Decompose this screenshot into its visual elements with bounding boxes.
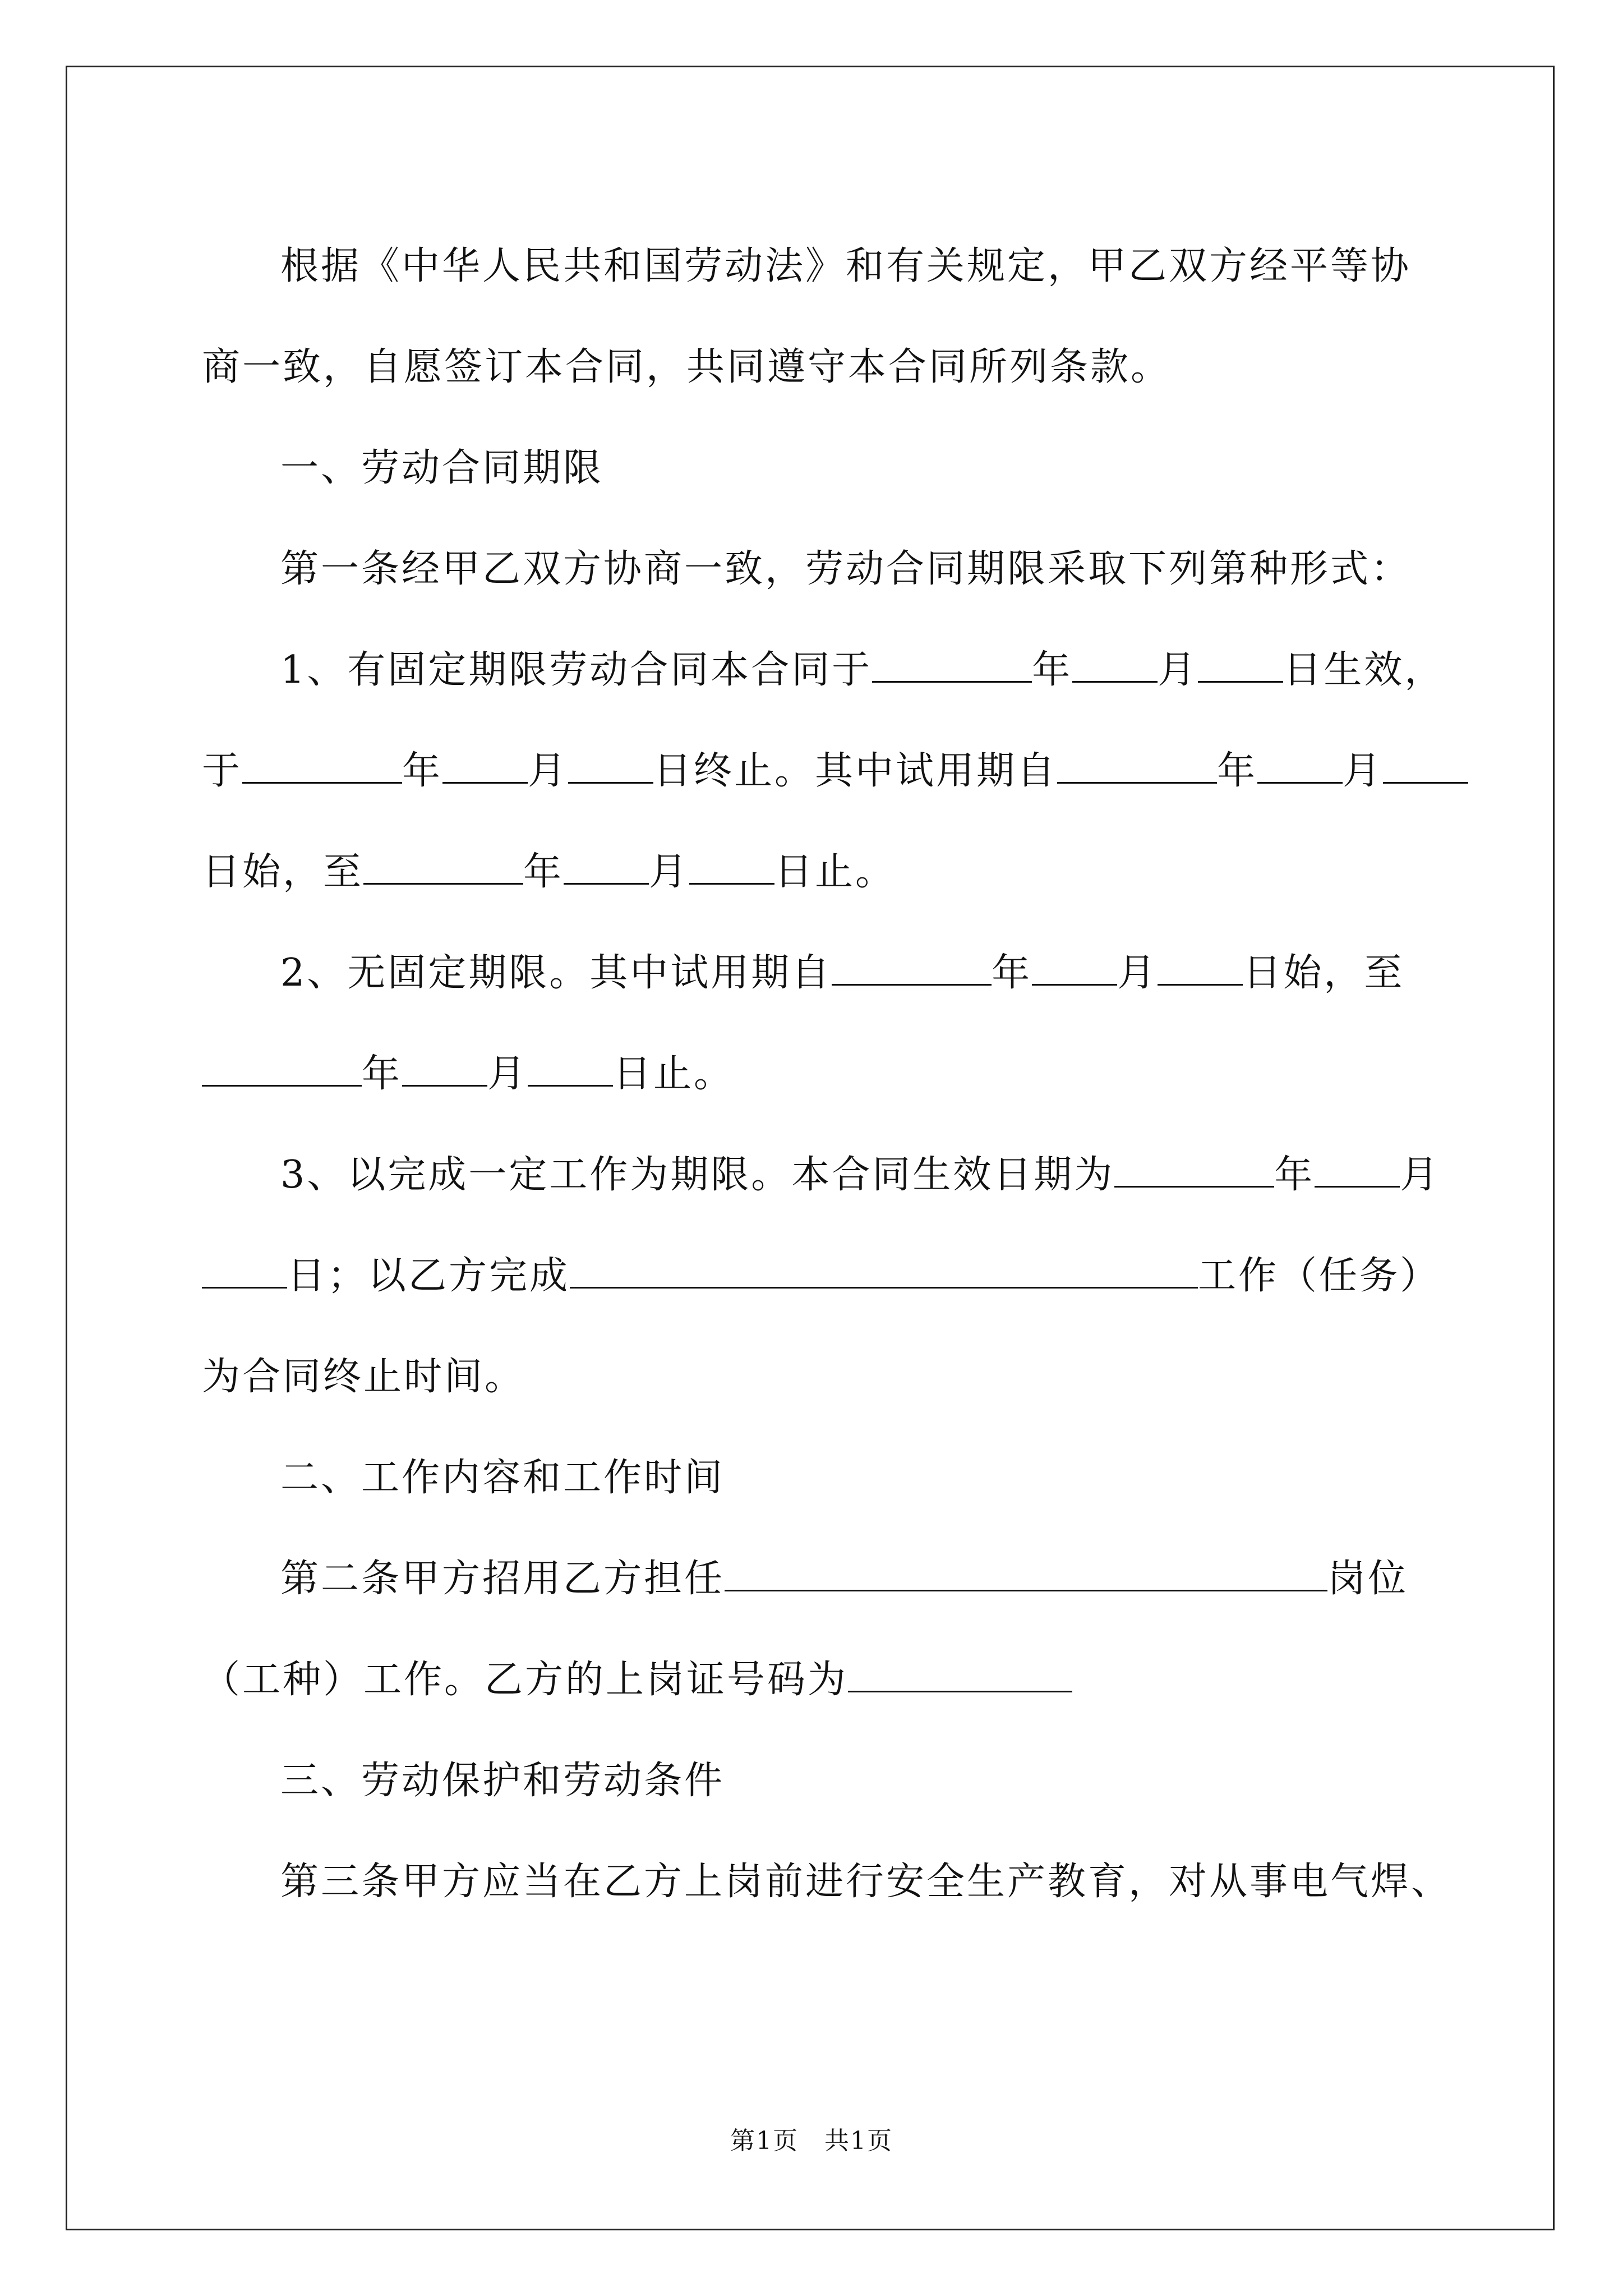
work-task-label: 工作（任务） [1198, 1254, 1441, 1298]
item-1-line-1 [202, 620, 1445, 721]
year-label: 年 [992, 951, 1032, 995]
month-blank[interactable] [564, 849, 649, 885]
month-blank[interactable] [1072, 647, 1158, 683]
day-blank[interactable] [202, 1253, 287, 1289]
month-blank[interactable] [402, 1051, 487, 1087]
year-blank[interactable] [832, 950, 992, 986]
page-footer [0, 2120, 1623, 2156]
day-start-label: 日始，至 [202, 850, 364, 894]
year-label: 年 [1217, 749, 1258, 793]
page-total: 共1页 [824, 2127, 893, 2155]
month-label: 月 [528, 749, 569, 793]
month-blank[interactable] [1315, 1152, 1400, 1188]
month-label: 月 [1117, 951, 1158, 995]
year-blank[interactable] [1114, 1152, 1274, 1188]
month-label: 月 [649, 850, 690, 894]
year-blank[interactable] [872, 647, 1032, 683]
year-blank[interactable] [242, 748, 402, 784]
item-3-line-2 [202, 1226, 1441, 1327]
year-label: 年 [362, 1052, 403, 1096]
day-start-label: 日始，至 [1243, 951, 1405, 995]
page-current: 第1页 [730, 2127, 799, 2155]
day-end-label: 日止。 [774, 850, 896, 894]
day-blank[interactable] [1158, 950, 1243, 986]
year-label: 年 [1032, 648, 1073, 692]
post-label: 岗位 [1327, 1557, 1409, 1601]
day-blank[interactable] [1198, 647, 1283, 683]
month-blank[interactable] [1032, 950, 1117, 986]
item-3-line-3: 为合同终止时间。 [202, 1355, 525, 1399]
month-label: 月 [1400, 1153, 1441, 1197]
day-terminate-label: 日终止。其中试用期自 [653, 749, 1058, 793]
article-2-line-1 [202, 1529, 1433, 1630]
item-1-text: 1、有固定期限劳动合同本合同于 [280, 648, 873, 692]
section-heading-protection: 三、劳动保护和劳动条件 [280, 1759, 725, 1803]
article-2-line-2 [202, 1630, 1433, 1731]
month-label: 月 [1158, 648, 1198, 692]
article-2-text-b: （工种）工作。乙方的上岗证号码为 [202, 1658, 849, 1702]
year-label: 年 [402, 749, 443, 793]
item-2-line-2 [202, 1024, 1433, 1125]
day-blank[interactable] [689, 849, 774, 885]
year-blank[interactable] [1057, 748, 1217, 784]
item-3-text: 3、以完成一定工作为期限。本合同生效日期为 [280, 1153, 1115, 1197]
task-blank[interactable] [570, 1253, 1198, 1289]
section-heading-work: 二、工作内容和工作时间 [280, 1456, 725, 1500]
article-1: 第一条经甲乙双方协商一致，劳动合同期限采取下列第种形式： [280, 547, 1412, 591]
month-label: 月 [1343, 749, 1384, 793]
month-blank[interactable] [1257, 748, 1343, 784]
day-semicolon-label: 日；以乙方完成 [287, 1254, 570, 1298]
year-blank[interactable] [363, 849, 523, 885]
day-blank[interactable] [1383, 748, 1468, 784]
month-label: 月 [487, 1052, 528, 1096]
item-3-line-1 [202, 1125, 1441, 1226]
article-2-text: 第二条甲方招用乙方担任 [280, 1557, 725, 1601]
post-blank[interactable] [725, 1556, 1327, 1591]
item-1-line-3 [202, 822, 1433, 923]
year-label: 年 [523, 850, 564, 894]
yu-label: 于 [202, 749, 243, 793]
intro-line-2: 商一致，自愿签订本合同，共同遵守本合同所列条款。 [202, 345, 1172, 389]
item-2-text: 2、无固定期限。其中试用期自 [280, 951, 832, 995]
section-heading-term: 一、劳动合同期限 [280, 446, 604, 490]
item-2-line-1 [202, 923, 1433, 1024]
day-blank[interactable] [528, 1051, 613, 1087]
cert-number-blank[interactable] [848, 1657, 1072, 1692]
year-label: 年 [1274, 1153, 1315, 1197]
day-blank[interactable] [568, 748, 653, 784]
contract-body [202, 216, 1452, 1932]
day-end-label: 日止。 [613, 1052, 735, 1096]
article-3: 第三条甲方应当在乙方上岗前进行安全生产教育，对从事电气焊、 [280, 1860, 1452, 1904]
item-1-line-2 [202, 721, 1433, 822]
intro-line-1: 根据《中华人民共和国劳动法》和有关规定，甲乙双方经平等协 [280, 244, 1412, 288]
month-blank[interactable] [442, 748, 528, 784]
year-blank[interactable] [202, 1051, 362, 1087]
day-effective-label: 日生效， [1283, 648, 1445, 692]
